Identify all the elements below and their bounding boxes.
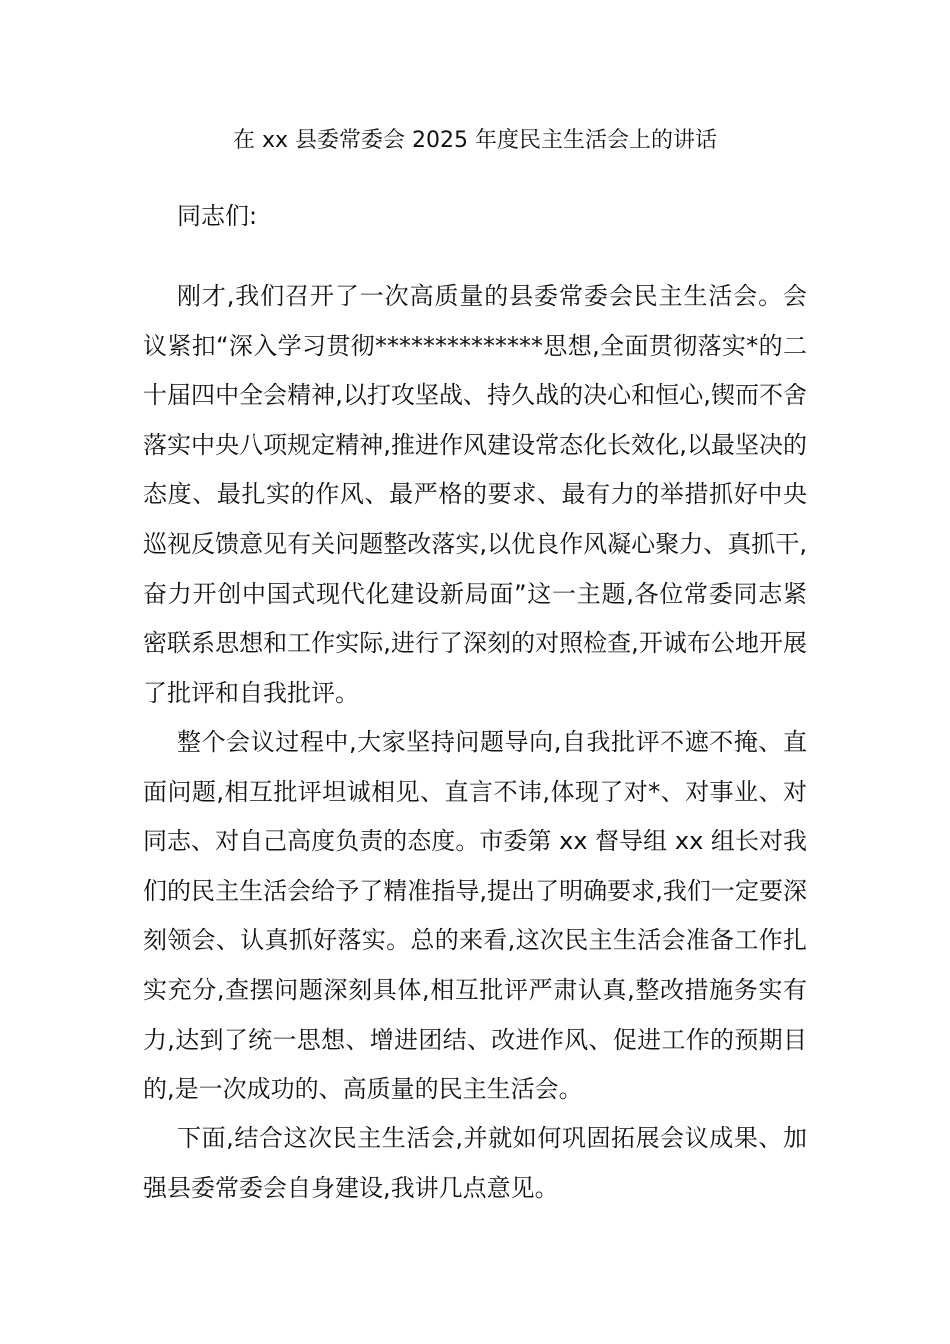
document-title: 在 xx 县委常委会 2025 年度民主生活会上的讲话	[232, 128, 717, 153]
paragraph-1: 刚才,我们召开了一次高质量的县委常委会民主生活会。会议紧扣“深入学习贯彻**************思想,全面贯彻落实*的二十届四中全会精神,以打攻坚战、持久战的决心和恒心,锲而不舍落实中央八项规定精神,推进作风建设常态化长效化,以最坚决的态度、最扎实的作风、最严格的要求、最有力的举措抓好中央巡视反馈意见有关问题整改落实,以优良作风凝心聚力、真抓干,奋力开创中国式现代化建设新局面”这一主题,各位常委同志紧密联系思想和工作实际,进行了深刻的对照检查,开诚布公地开展了批评和自我批评。	[143, 282, 807, 707]
paragraph-3: 下面,结合这次民主生活会,并就如何巩固拓展会议成果、加强县委常委会自身建设,我讲几点意见。	[143, 1124, 807, 1202]
paragraph-2: 整个会议过程中,大家坚持问题导向,自我批评不遮不掩、直面问题,相互批评坦诚相见、直言不讳,体现了对*、对事业、对同志、对自己高度负责的态度。市委第 xx 督导组 xx 组长对我们的民主生活会给予了精准指导,提出了明确要求,我们一定要深刻领会、认真抓好落实。总的来看,这次民主生活会准备工作扎实充分,查摆问题深刻具体,相互批评严肃认真,整改措施务实有力,达到了统一思想、增进团结、改进作风、促进工作的预期目的,是一次成功的、高质量的民主生活会。	[143, 728, 807, 1104]
salutation: 同志们:	[177, 202, 258, 230]
